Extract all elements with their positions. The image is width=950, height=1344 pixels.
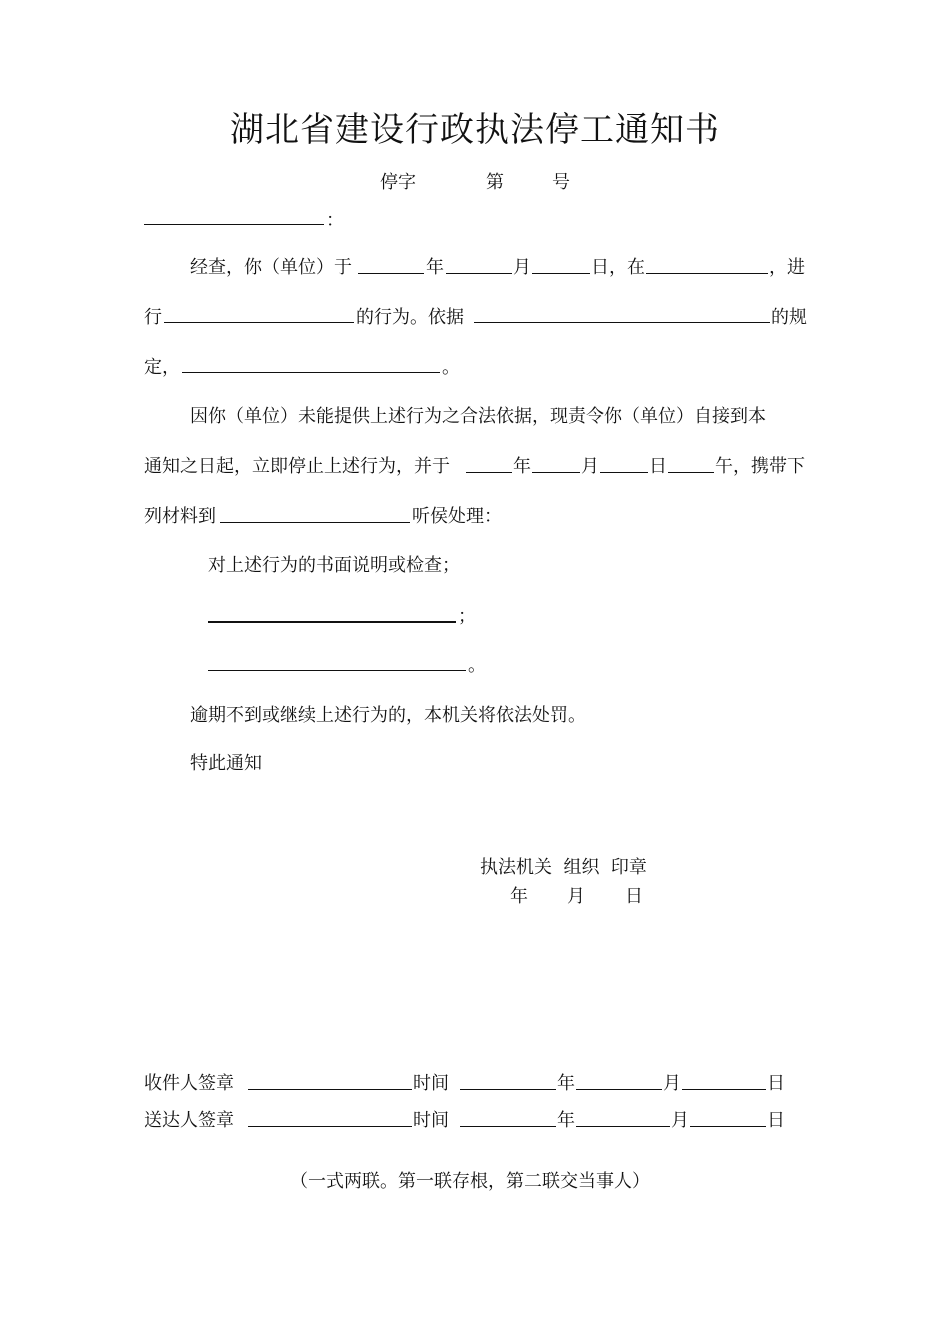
deliverer-day-blank[interactable]	[690, 1126, 766, 1127]
para1-end-period: 。	[442, 357, 460, 378]
para2-day: 日	[649, 456, 667, 477]
para1-de-gui: 的规	[771, 307, 807, 328]
para1-location-blank[interactable]	[646, 273, 768, 274]
para2-place-blank[interactable]	[220, 522, 410, 523]
para2-day-blank[interactable]	[600, 472, 648, 473]
addressee-colon: ：	[326, 210, 344, 231]
receiver-month-blank[interactable]	[576, 1089, 662, 1090]
para1-year: 年	[426, 257, 444, 278]
receiver-day: 日	[767, 1073, 785, 1094]
para2-line3-end: 听侯处理：	[412, 506, 502, 527]
para2-time-blank[interactable]	[668, 472, 714, 473]
receiver-signature-blank[interactable]	[248, 1089, 412, 1090]
material-item-2-semicolon: ；	[458, 606, 476, 627]
receiver-year-blank[interactable]	[460, 1089, 556, 1090]
material-item-3-blank[interactable]	[208, 670, 466, 671]
deliverer-day: 日	[767, 1110, 785, 1131]
para1-day-blank[interactable]	[532, 273, 590, 274]
notice-text: 特此通知	[190, 753, 262, 774]
deliverer-year-blank[interactable]	[460, 1126, 556, 1127]
para1-year-blank[interactable]	[358, 273, 424, 274]
overdue-warning: 逾期不到或继续上述行为的，本机关将依法处罚。	[190, 705, 586, 726]
receiver-label: 收件人签章	[144, 1073, 234, 1094]
para2-line1: 因你（单位）未能提供上述行为之合法依据，现责令你（单位）自接到本	[190, 406, 766, 427]
para1-regulation-blank[interactable]	[182, 372, 440, 373]
para1-behavior-blank[interactable]	[164, 322, 354, 323]
date-year: 年	[510, 886, 528, 907]
para2-noon: 午，携带下	[715, 456, 805, 477]
material-item-3-period: 。	[468, 655, 486, 676]
receiver-month: 月	[663, 1073, 681, 1094]
doc-number-hao: 号	[552, 172, 570, 193]
deliverer-time: 时间	[413, 1110, 449, 1131]
para2-line2-start: 通知之日起，立即停止上述行为，并于	[144, 456, 450, 477]
receiver-day-blank[interactable]	[682, 1089, 766, 1090]
deliverer-month: 月	[671, 1110, 689, 1131]
deliverer-year: 年	[557, 1110, 575, 1131]
material-item-1: 对上述行为的书面说明或检查；	[208, 555, 460, 576]
para2-line3-start: 列材料到	[144, 506, 216, 527]
para2-year: 年	[513, 456, 531, 477]
receiver-year: 年	[557, 1073, 575, 1094]
para1-ding: 定，	[144, 357, 180, 378]
para1-comma-jin: ，进	[769, 257, 805, 278]
para1-behavior-basis: 的行为。依据	[356, 307, 464, 328]
material-item-2-blank[interactable]	[208, 621, 456, 623]
para1-basis-blank[interactable]	[474, 322, 770, 323]
para2-month: 月	[581, 456, 599, 477]
para1-start: 经查，你（单位）于	[190, 257, 352, 278]
para1-month: 月	[513, 257, 531, 278]
date-month: 月	[567, 886, 585, 907]
deliverer-label: 送达人签章	[144, 1110, 234, 1131]
para1-xing: 行	[144, 307, 162, 328]
date-day: 日	[625, 886, 643, 907]
para2-month-blank[interactable]	[532, 472, 580, 473]
footer-note: （一式两联。第一联存根，第二联交当事人）	[290, 1171, 650, 1192]
receiver-time: 时间	[413, 1073, 449, 1094]
addressee-blank[interactable]	[144, 224, 324, 225]
doc-number-prefix: 停字	[380, 172, 416, 193]
authority-seal: 执法机关 组织 印章	[480, 857, 647, 878]
deliverer-month-blank[interactable]	[576, 1126, 670, 1127]
deliverer-signature-blank[interactable]	[248, 1126, 412, 1127]
page-title: 湖北省建设行政执法停工通知书	[230, 110, 720, 150]
para1-month-blank[interactable]	[446, 273, 512, 274]
doc-number-di: 第	[486, 172, 504, 193]
para2-year-blank[interactable]	[466, 472, 512, 473]
para1-day-in: 日，在	[591, 257, 645, 278]
